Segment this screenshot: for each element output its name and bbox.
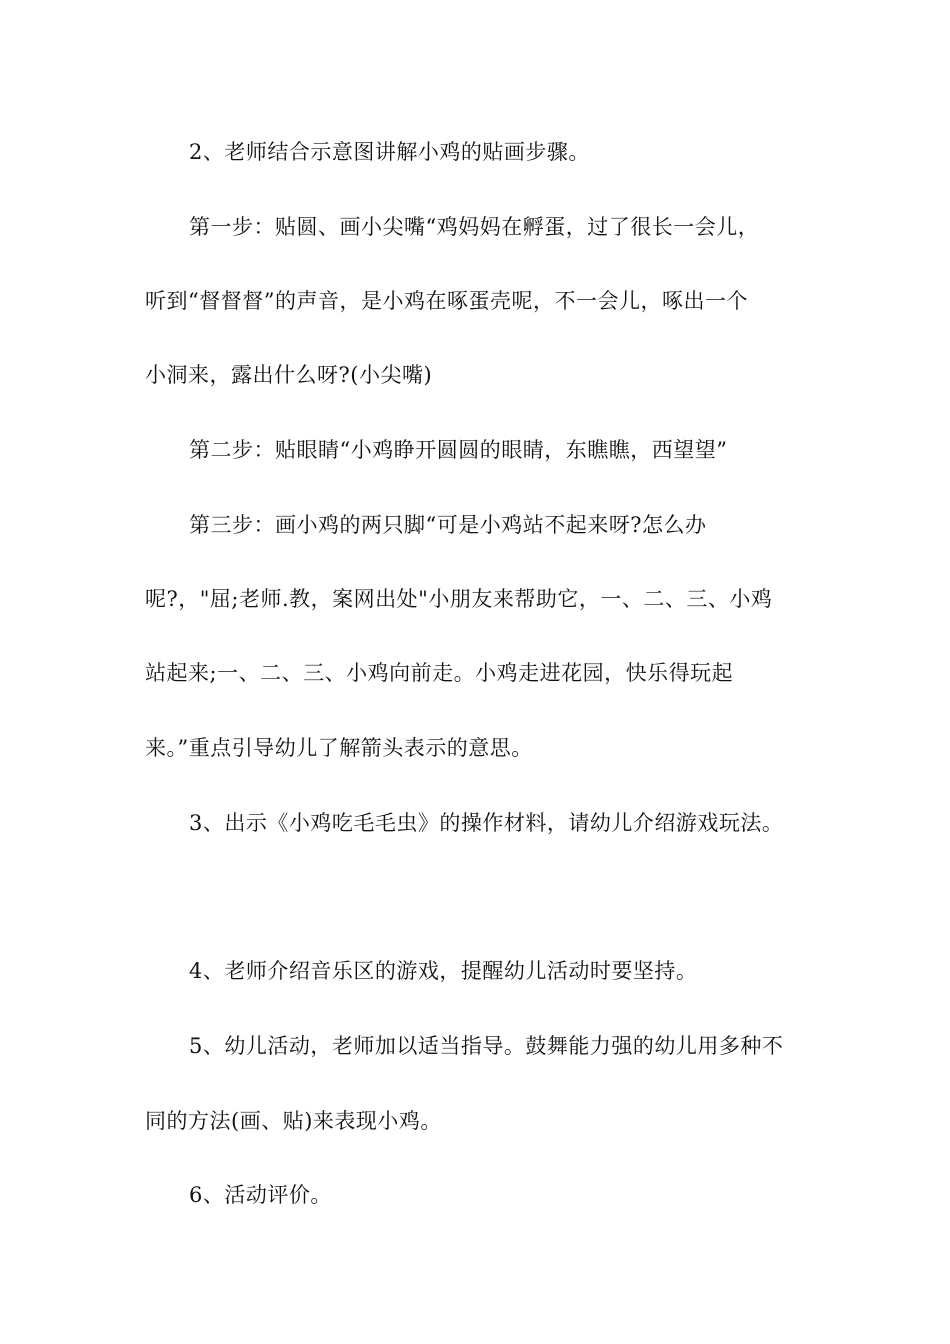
paragraph-first-step-cont-1: 听到“督督督”的声音，是小鸡在啄蛋壳呢，不一会儿，啄出一个 xyxy=(145,289,748,313)
paragraph-step-6: 6、活动评价。 xyxy=(189,1183,332,1207)
paragraph-third-step-cont-3: 来。”重点引导幼儿了解箭头表示的意思。 xyxy=(145,736,533,760)
paragraph-step-2: 2、老师结合示意图讲解小鸡的贴画步骤。 xyxy=(189,140,590,164)
paragraph-first-step: 第一步：贴圆、画小尖嘴“鸡妈妈在孵蛋，过了很长一会儿， xyxy=(189,215,760,239)
paragraph-third-step-cont-1: 呢?，"屈;老师.教，案网出处"小朋友来帮助它，一、二、三、小鸡 xyxy=(145,587,773,611)
paragraph-step-3: 3、出示《小鸡吃毛毛虫》的操作材料，请幼儿介绍游戏玩法。 xyxy=(189,811,784,835)
paragraph-third-step: 第三步：画小鸡的两只脚“可是小鸡站不起来呀?怎么办 xyxy=(189,513,707,537)
paragraph-step-4: 4、老师介绍音乐区的游戏，提醒幼儿活动时要坚持。 xyxy=(189,959,698,983)
paragraph-second-step: 第二步：贴眼睛“小鸡睁开圆圆的眼睛，东瞧瞧，西望望” xyxy=(189,438,728,462)
paragraph-third-step-cont-2: 站起来;一、二、三、小鸡向前走。小鸡走进花园，快乐得玩起 xyxy=(145,661,734,685)
paragraph-first-step-cont-2: 小洞来，露出什么呀?(小尖嘴) xyxy=(145,363,433,387)
paragraph-step-5-cont: 同的方法(画、贴)来表现小鸡。 xyxy=(145,1109,442,1133)
paragraph-step-5: 5、幼儿活动，老师加以适当指导。鼓舞能力强的幼儿用多种不 xyxy=(189,1034,784,1058)
